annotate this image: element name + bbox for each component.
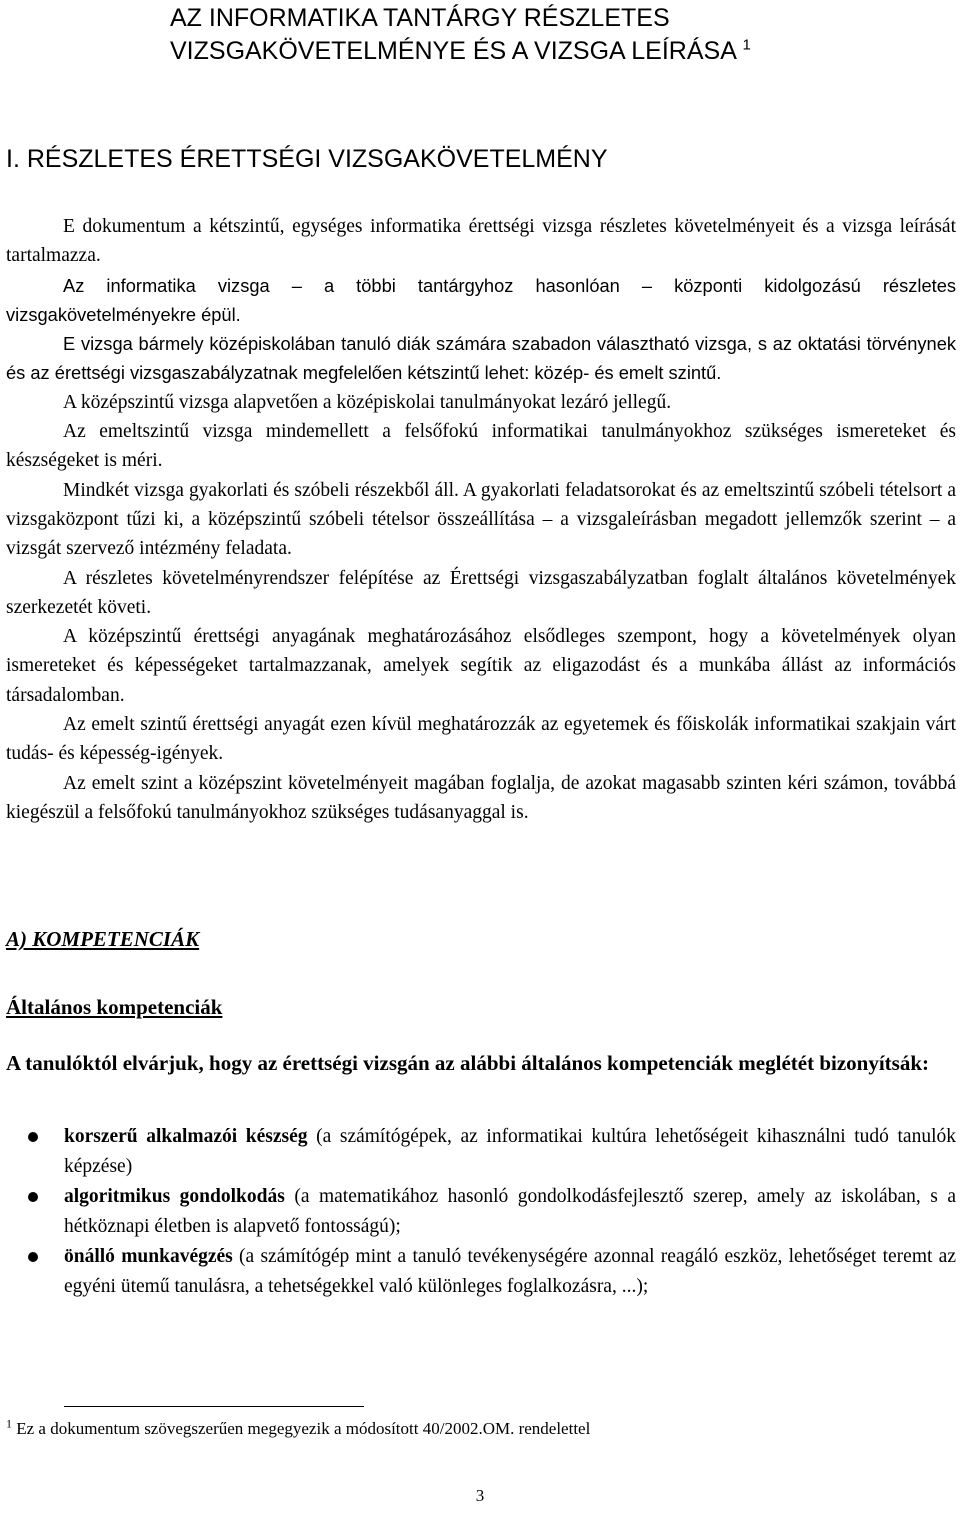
paragraph: Mindkét vizsga gyakorlati és szóbeli részekből áll. A gyakorlati feladatsorokat és az emeltszintű szóbeli tételsort a vizsgaközpont tűzi ki, a középszintű szóbeli tételsor összeállítása – a vizsgaleírásban megadott jellemzők szerint – a vizsgát szervező intézmény feladata.: [6, 479, 956, 560]
list-item: [6, 1122, 956, 1182]
paragraph: Az emelt szint a középszint követelményeit magában foglalja, de azokat magasabb szinten kéri számon, továbbá kiegészül a felsőfokú tanulmányokhoz szükséges tudásanyaggal is.: [6, 772, 956, 823]
competency-term: algoritmikus gondolkodás: [64, 1186, 285, 1207]
bullet-icon: [28, 1252, 38, 1262]
paragraph: E dokumentum a kétszintű, egységes informatika érettségi vizsga részletes követelményeit és a vizsga leírását tartalmazza.: [6, 216, 956, 267]
paragraph: E vizsga bármely középiskolában tanuló diák számára szabadon választható vizsga, s az oktatási törvénynek és az érettségi vizsgaszabályzatnak megfelelően kétszintű lehet: közép- és emelt szintű.: [6, 333, 956, 384]
subsection-heading: Általános kompetenciák: [6, 995, 223, 1019]
paragraph: Az informatika vizsga – a többi tantárgyhoz hasonlóan – központi kidolgozású részletes vizsgakövetelményekre épül.: [6, 274, 956, 325]
document-title: [170, 2, 930, 68]
bullet-icon: [28, 1132, 38, 1142]
list-item: [6, 1242, 956, 1302]
competency-term: önálló munkavégzés: [64, 1246, 233, 1267]
competency-term: korszerű alkalmazói készség: [64, 1126, 308, 1147]
paragraph: A részletes követelményrendszer felépítése az Érettségi vizsgaszabályzatban foglalt általános követelmények szerkezetét követi.: [6, 567, 956, 618]
competency-desc: (a számítógépek, az informatikai kultúra lehetőségeit kihasználni tudó tanulók képzése): [64, 1126, 956, 1177]
section-a-heading: A) KOMPETENCIÁK: [6, 927, 200, 951]
intro-body: [6, 212, 956, 827]
bullet-icon: [28, 1192, 38, 1202]
paragraph: Az emelt szintű érettségi anyagát ezen kívül meghatározzák az egyetemek és főiskolák informatikai szakjain várt tudás- és képesség-igények.: [6, 714, 956, 765]
title-footnote-ref[interactable]: 1: [742, 36, 751, 54]
footnote-marker: 1: [6, 1416, 12, 1431]
competency-desc: (a matematikához hasonló gondolkodásfejlesztő szerep, amely az iskolában, s a hétköznapi életben is alapvető fontosságú);: [64, 1186, 957, 1237]
paragraph: A középszintű vizsga alapvetően a középiskolai tanulmányokat lezáró jellegű.: [63, 391, 672, 413]
paragraph: Az emeltszintű vizsga mindemellett a felsőfokú informatikai tanulmányokhoz szükséges ismereteket és készségeket is méri.: [6, 421, 956, 472]
page-number: 3: [475, 1486, 485, 1505]
title-line-1: AZ INFORMATIKA TANTÁRGY RÉSZLETES: [170, 4, 670, 32]
list-item: [6, 1182, 956, 1242]
title-line-2: VIZSGAKÖVETELMÉNYE ÉS A VIZSGA LEÍRÁSA: [170, 37, 736, 65]
section-heading: I. RÉSZLETES ÉRETTSÉGI VIZSGAKÖVETELMÉNY: [6, 145, 608, 173]
competency-list: [6, 1122, 956, 1302]
footnote-divider: [64, 1406, 364, 1407]
footnote: [6, 1418, 590, 1440]
competencies-intro: A tanulóktól elvárjuk, hogy az érettségi vizsgán az alábbi általános kompetenciák meglétét bizonyítsák:: [6, 1051, 930, 1075]
footnote-text: Ez a dokumentum szövegszerűen megegyezik a módosított 40/2002.OM. rendelettel: [12, 1419, 591, 1438]
competency-desc: (a számítógép mint a tanuló tevékenységére azonnal reagáló eszköz, lehetőséget teremt az egyéni ütemű tanulásra, a tehetségekkel való különleges foglalkozásra, ...);: [64, 1246, 956, 1297]
paragraph: A középszintű érettségi anyagának meghatározásához elsődleges szempont, hogy a követelmények olyan ismereteket és képességeket tartalmazzanak, amelyek segítik az eligazodást és a munkába állást az információs társadalomban.: [6, 626, 956, 706]
